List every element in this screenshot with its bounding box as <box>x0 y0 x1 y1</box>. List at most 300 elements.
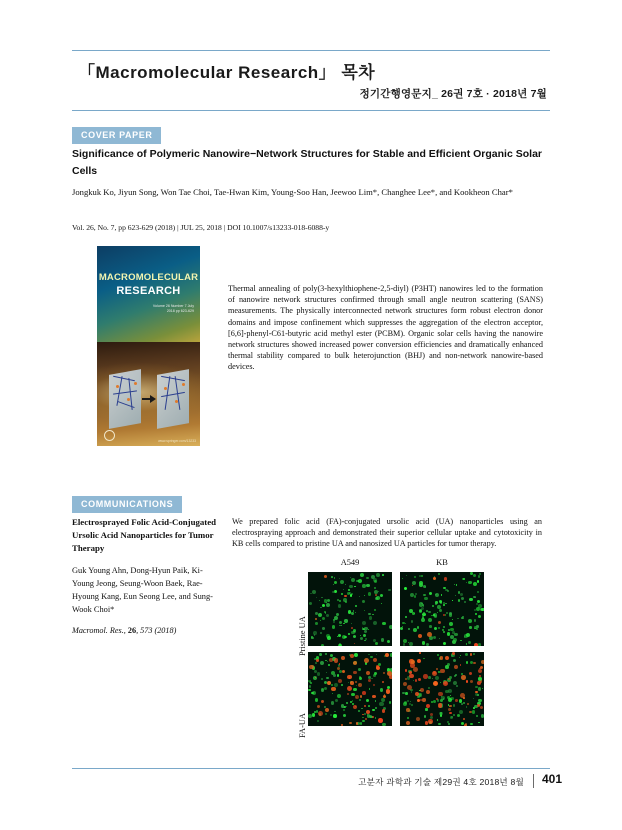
micrograph-cell <box>460 640 462 642</box>
micrograph-cell <box>443 681 448 686</box>
micrograph-cell <box>448 698 452 702</box>
micrograph-cell <box>459 699 462 702</box>
micrograph-cell <box>312 637 314 639</box>
micrograph-cell <box>351 578 355 582</box>
micrograph-cell <box>368 705 370 707</box>
micrograph-cell <box>436 698 438 700</box>
communication-title: Electrosprayed Folic Acid-Conjugated Ursolic Acid Nanoparticles for Tumor Therapy <box>72 517 216 553</box>
micrograph-cell <box>353 705 357 709</box>
micrograph-cell <box>474 643 478 646</box>
micrograph-cell <box>440 712 442 714</box>
micrograph-cell <box>355 681 357 683</box>
micrograph-cell <box>426 690 430 694</box>
micrograph-cell <box>368 629 369 630</box>
micrograph-cell <box>411 691 412 692</box>
micrograph-cell <box>436 668 438 670</box>
micrograph-cell <box>438 692 443 697</box>
micrograph-cell <box>308 714 312 718</box>
micrograph-cell <box>419 652 421 654</box>
micrograph-cell <box>475 613 477 615</box>
micrograph-cell <box>333 674 337 678</box>
micrograph-cell <box>406 721 411 726</box>
micrograph-cell <box>404 587 407 590</box>
micrograph-cell <box>403 639 407 643</box>
micrograph-cell <box>435 601 438 604</box>
micrograph-cell <box>324 575 327 578</box>
micrograph-cell <box>411 704 413 706</box>
micrograph-cell <box>443 587 446 590</box>
micrograph-cell <box>453 681 457 685</box>
micrograph-cell <box>364 658 369 663</box>
micrograph-cell <box>473 653 475 655</box>
micrograph-cell <box>426 610 428 612</box>
micrograph-cell <box>413 680 414 681</box>
micrograph-cell <box>354 653 358 657</box>
micrograph-cell <box>338 679 342 683</box>
micrograph-cell <box>452 600 454 602</box>
micrograph-cell <box>320 661 324 665</box>
micrograph-cell <box>315 622 318 625</box>
cover-image-arrow <box>142 396 156 402</box>
micrograph-cell <box>473 574 477 578</box>
micrograph-cell <box>338 634 342 638</box>
micrograph-cell <box>445 656 450 661</box>
micrograph-cell <box>418 678 422 682</box>
micrograph-cell <box>469 598 472 601</box>
micrograph-cell <box>424 597 427 600</box>
micrograph-cell <box>469 711 472 714</box>
micrograph-cell <box>460 655 461 656</box>
micrograph-cell <box>358 668 361 671</box>
micrograph-cell <box>339 663 341 665</box>
micrograph-cell <box>350 654 354 658</box>
micrograph-cell <box>455 595 456 596</box>
micrograph-cell <box>327 636 331 640</box>
micrograph-cell <box>437 612 438 613</box>
micrograph-cell <box>383 695 386 698</box>
micrograph-cell <box>454 665 458 669</box>
micrograph-cell <box>333 714 337 718</box>
figure-column-label-a549: A549 <box>340 558 360 567</box>
micrograph-cell <box>453 714 455 716</box>
micrograph-cell <box>466 706 467 707</box>
micrograph-cell <box>372 614 374 616</box>
micrograph-cell <box>341 724 343 726</box>
micrograph-cell <box>423 674 428 679</box>
micrograph-cell <box>463 718 465 720</box>
micrograph-cell <box>334 577 336 579</box>
micrograph-cell <box>364 640 366 642</box>
micrograph-cell <box>360 695 363 698</box>
footer-rule <box>72 768 550 769</box>
micrograph-cell <box>466 680 469 683</box>
micrograph-cell <box>322 604 325 607</box>
micrograph-cell <box>375 642 378 645</box>
micrograph-cell <box>320 607 322 609</box>
micrograph-cell <box>432 671 437 676</box>
micrograph-cell <box>470 723 472 725</box>
micrograph-cell <box>415 679 418 682</box>
micrograph-cell <box>405 678 407 680</box>
micrograph-cell <box>438 723 441 726</box>
micrograph-cell <box>349 722 351 724</box>
micrograph-cell <box>457 618 458 619</box>
micrograph-cell <box>448 708 451 711</box>
micrograph-cell <box>441 594 443 596</box>
micrograph-cell <box>481 714 484 718</box>
micrograph-cell <box>402 578 403 579</box>
micrograph-cell <box>322 617 325 620</box>
micrograph-cell <box>317 672 321 676</box>
micrograph-cell <box>341 704 345 708</box>
micrograph-cell <box>466 661 468 663</box>
micrograph-cell <box>411 660 415 664</box>
micrograph-cell <box>363 634 366 637</box>
micrograph-cell <box>429 625 432 628</box>
micrograph-cell <box>362 600 366 604</box>
micrograph-kb-pristine <box>400 572 484 646</box>
micrograph-cell <box>406 575 407 576</box>
micrograph-cell <box>339 578 340 579</box>
micrograph-cell <box>339 600 341 602</box>
header-rule-bottom <box>72 110 550 111</box>
micrograph-cell <box>356 685 357 686</box>
micrograph-cell <box>382 622 386 626</box>
micrograph-cell <box>438 703 442 707</box>
micrograph-cell <box>433 700 436 703</box>
cover-image-particle <box>175 400 178 403</box>
micrograph-cell <box>452 631 455 634</box>
micrograph-cell <box>309 602 313 606</box>
cover-image-particle <box>164 387 167 390</box>
micrograph-cell <box>353 671 357 675</box>
micrograph-cell <box>335 699 339 703</box>
micrograph-cell <box>375 700 377 702</box>
micrograph-cell <box>325 713 327 715</box>
micrograph-cell <box>382 709 386 713</box>
micrograph-cell <box>372 709 375 712</box>
micrograph-cell <box>440 714 443 717</box>
micrograph-cell <box>318 613 322 617</box>
micrograph-cell <box>317 705 320 708</box>
micrograph-cell <box>421 618 425 622</box>
micrograph-cell <box>452 652 455 655</box>
micrograph-cell <box>425 586 426 587</box>
micrograph-cell <box>400 627 403 630</box>
micrograph-cell <box>365 718 367 720</box>
micrograph-cell <box>385 653 389 657</box>
micrograph-cell <box>354 643 356 645</box>
micrograph-cell <box>362 717 364 719</box>
micrograph-cell <box>476 715 479 718</box>
micrograph-cell <box>326 672 327 673</box>
micrograph-cell <box>353 635 357 639</box>
micrograph-cell <box>375 717 377 719</box>
micrograph-cell <box>466 643 468 645</box>
micrograph-cell <box>373 621 377 625</box>
micrograph-cell <box>359 596 360 597</box>
micrograph-cell <box>343 709 346 712</box>
micrograph-cell <box>416 717 420 721</box>
micrograph-cell <box>443 614 445 616</box>
micrograph-cell <box>311 692 314 695</box>
micrograph-cell <box>344 619 347 622</box>
micrograph-kb-fa-ua <box>400 652 484 726</box>
micrograph-cell <box>447 590 450 593</box>
micrograph-cell <box>389 675 392 679</box>
micrograph-cell <box>322 627 325 630</box>
micrograph-cell <box>344 595 347 598</box>
micrograph-cell <box>383 672 385 674</box>
micrograph-cell <box>470 680 473 683</box>
micrograph-cell <box>371 575 375 579</box>
micrograph-cell <box>324 687 328 691</box>
micrograph-cell <box>453 659 456 662</box>
micrograph-cell <box>405 623 406 624</box>
micrograph-cell <box>478 615 481 618</box>
micrograph-cell <box>321 597 323 599</box>
micrograph-cell <box>347 686 352 691</box>
micrograph-cell <box>469 626 472 629</box>
micrograph-cell <box>423 658 424 659</box>
micrograph-cell <box>364 705 366 707</box>
cover-image-subtitle: Volume 26 Number 7 July 2018 pp 623-629 <box>152 304 194 313</box>
micrograph-cell <box>460 664 462 666</box>
micrograph-cell <box>315 698 318 701</box>
micrograph-cell <box>440 656 444 660</box>
micrograph-cell <box>478 575 481 578</box>
micrograph-cell <box>352 700 354 702</box>
micrograph-cell <box>461 617 464 620</box>
micrograph-cell <box>437 654 440 657</box>
micrograph-cell <box>430 713 433 716</box>
micrograph-cell <box>315 662 317 664</box>
micrograph-cell <box>321 678 323 680</box>
micrograph-cell <box>373 658 377 662</box>
micrograph-cell <box>438 573 440 575</box>
micrograph-cell <box>477 580 480 583</box>
micrograph-cell <box>329 658 333 662</box>
micrograph-cell <box>481 608 484 612</box>
micrograph-cell <box>372 695 376 699</box>
cover-image-particle <box>116 385 119 388</box>
micrograph-cell <box>411 620 414 623</box>
micrograph-a549-pristine <box>308 572 392 646</box>
micrograph-cell <box>362 621 366 625</box>
micrograph-cell <box>374 587 376 589</box>
micrograph-cell <box>338 604 342 608</box>
micrograph-cell <box>419 693 423 697</box>
communication-citation-rest: , 573 (2018) <box>136 626 177 635</box>
micrograph-cell <box>374 609 376 611</box>
micrograph-cell <box>459 657 460 658</box>
micrograph-cell <box>332 625 335 628</box>
micrograph-cell <box>341 684 343 686</box>
micrograph-cell <box>473 698 475 700</box>
micrograph-cell <box>374 580 377 583</box>
micrograph-cell <box>446 612 448 614</box>
micrograph-cell <box>331 576 333 578</box>
micrograph-cell <box>380 688 384 692</box>
micrograph-cell <box>355 605 358 608</box>
micrograph-cell <box>366 577 369 580</box>
micrograph-cell <box>477 681 481 685</box>
cover-image-logo <box>104 430 115 441</box>
micrograph-cell <box>449 613 453 617</box>
micrograph-cell <box>461 675 466 680</box>
micrograph-cell <box>376 596 380 600</box>
micrograph-cell <box>371 678 372 679</box>
micrograph-cell <box>448 723 450 725</box>
micrograph-cell <box>364 630 367 633</box>
micrograph-cell <box>330 654 333 657</box>
micrograph-cell <box>476 628 478 630</box>
micrograph-cell <box>458 591 460 593</box>
micrograph-cell <box>440 669 445 674</box>
section-badge-cover-paper: COVER PAPER <box>72 127 161 144</box>
micrograph-cell <box>465 723 467 725</box>
footer-divider <box>533 774 534 788</box>
micrograph-cell <box>460 693 465 698</box>
micrograph-cell <box>439 609 442 612</box>
micrograph-cell <box>433 636 436 639</box>
micrograph-cell <box>460 593 463 596</box>
micrograph-cell <box>468 641 471 644</box>
micrograph-cell <box>326 677 328 679</box>
cover-image-credit: www.springer.com/13233 <box>158 439 196 443</box>
micrograph-cell <box>382 681 384 683</box>
micrograph-cell <box>325 653 327 655</box>
micrograph-cell <box>417 626 419 628</box>
micrograph-cell <box>312 590 316 594</box>
micrograph-cell <box>412 612 415 615</box>
micrograph-cell <box>351 623 352 624</box>
micrograph-cell <box>340 580 344 584</box>
micrograph-cell <box>469 672 472 675</box>
cover-paper-abstract: Thermal annealing of poly(3-hexylthiophene-2,5-diyl) (P3HT) nanowires led to the formation of nanowire network structures confirmed through small angle neutron scattering (SANS) measurements. The physically interconnected network structures form robust electron donor domains and impose confinement which suppresses the aggregation of the electron acceptor, [6,6]-phenyl-C61-butyric acid methyl ester (PCBM). Organic solar cells having the nanowire network structures showed increased power conversion efficiencies and dramatically enhanced thermal stability compared to bulk heterojunction (BHJ) and non-network nanowire-based devices. <box>228 284 543 372</box>
micrograph-cell <box>408 628 410 630</box>
issue-info: 정기간행영문지_ 26권 7호 · 2018년 7월 <box>359 88 547 100</box>
micrograph-cell <box>364 595 365 596</box>
communication-figure <box>300 558 490 738</box>
micrograph-cell <box>455 699 458 702</box>
micrograph-cell <box>456 685 458 687</box>
micrograph-cell <box>337 674 339 676</box>
micrograph-cell <box>414 595 416 597</box>
micrograph-cell <box>319 653 322 656</box>
micrograph-cell <box>417 659 421 663</box>
micrograph-cell <box>476 607 480 611</box>
micrograph-cell <box>465 653 469 657</box>
micrograph-cell <box>330 714 332 716</box>
micrograph-cell <box>333 621 335 623</box>
micrograph-cell <box>414 576 416 578</box>
micrograph-cell <box>418 634 422 638</box>
micrograph-cell <box>361 708 363 710</box>
micrograph-cell <box>432 678 434 680</box>
micrograph-cell <box>347 693 350 696</box>
micrograph-cell <box>461 703 463 705</box>
micrograph-cell <box>351 627 353 629</box>
micrograph-cell <box>452 640 456 644</box>
micrograph-cell <box>326 603 330 607</box>
micrograph-cell <box>358 683 362 687</box>
micrograph-cell <box>327 599 331 603</box>
micrograph-cell <box>341 625 342 626</box>
micrograph-cell <box>372 716 375 719</box>
micrograph-cell <box>405 692 408 695</box>
micrograph-cell <box>355 612 356 613</box>
micrograph-cell <box>334 683 338 687</box>
micrograph-cell <box>358 579 362 583</box>
micrograph-cell <box>432 605 435 608</box>
micrograph-cell <box>348 633 350 635</box>
micrograph-cell <box>438 627 440 629</box>
micrograph-cell <box>339 625 341 627</box>
micrograph-cell <box>316 659 319 662</box>
micrograph-cell <box>316 597 317 598</box>
cover-image-particle <box>127 398 130 401</box>
micrograph-cell <box>387 640 390 643</box>
micrograph-cell <box>351 612 354 615</box>
micrograph-cell <box>467 703 469 705</box>
micrograph-cell <box>409 642 413 646</box>
micrograph-cell <box>309 680 311 682</box>
micrograph-cell <box>428 618 432 622</box>
micrograph-cell <box>449 705 451 707</box>
micrograph-cell <box>337 667 340 670</box>
micrograph-cell <box>478 643 482 646</box>
micrograph-cell <box>445 665 449 669</box>
micrograph-cell <box>425 708 428 711</box>
micrograph-cell <box>366 699 369 702</box>
micrograph-cell <box>407 717 409 719</box>
cover-paper-authors: Jongkuk Ko, Jiyun Song, Won Tae Choi, Tae-Hwan Kim, Young-Soo Han, Jeewoo Lim*, Changhee Lee*, and Kookheon Char* <box>72 187 513 197</box>
micrograph-cell <box>378 591 379 592</box>
micrograph-cell <box>413 667 418 672</box>
micrograph-cell <box>336 613 339 616</box>
micrograph-cell <box>321 644 324 646</box>
micrograph-cell <box>359 699 361 701</box>
micrograph-cell <box>461 597 464 600</box>
page-title: 「Macromolecular Research」 목차 <box>78 63 376 82</box>
micrograph-cell <box>444 577 448 581</box>
micrograph-cell <box>434 627 437 630</box>
micrograph-cell <box>374 672 377 675</box>
micrograph-cell <box>426 704 430 708</box>
micrograph-cell <box>337 694 341 698</box>
micrograph-cell <box>481 660 484 665</box>
micrograph-cell <box>381 698 385 702</box>
micrograph-cell <box>379 702 383 706</box>
micrograph-cell <box>341 656 345 660</box>
micrograph-cell <box>369 616 372 619</box>
micrograph-cell <box>470 653 473 656</box>
micrograph-cell <box>424 715 427 718</box>
micrograph-cell <box>478 722 480 724</box>
micrograph-cell <box>476 603 478 605</box>
micrograph-cell <box>468 619 472 623</box>
micrograph-cell <box>331 701 335 705</box>
micrograph-cell <box>419 610 422 613</box>
micrograph-cell <box>412 585 414 587</box>
micrograph-cell <box>457 714 460 717</box>
micrograph-cell <box>332 693 333 694</box>
micrograph-cell <box>359 677 362 680</box>
micrograph-cell <box>389 701 392 704</box>
micrograph-cell <box>445 614 447 616</box>
micrograph-cell <box>328 664 330 666</box>
